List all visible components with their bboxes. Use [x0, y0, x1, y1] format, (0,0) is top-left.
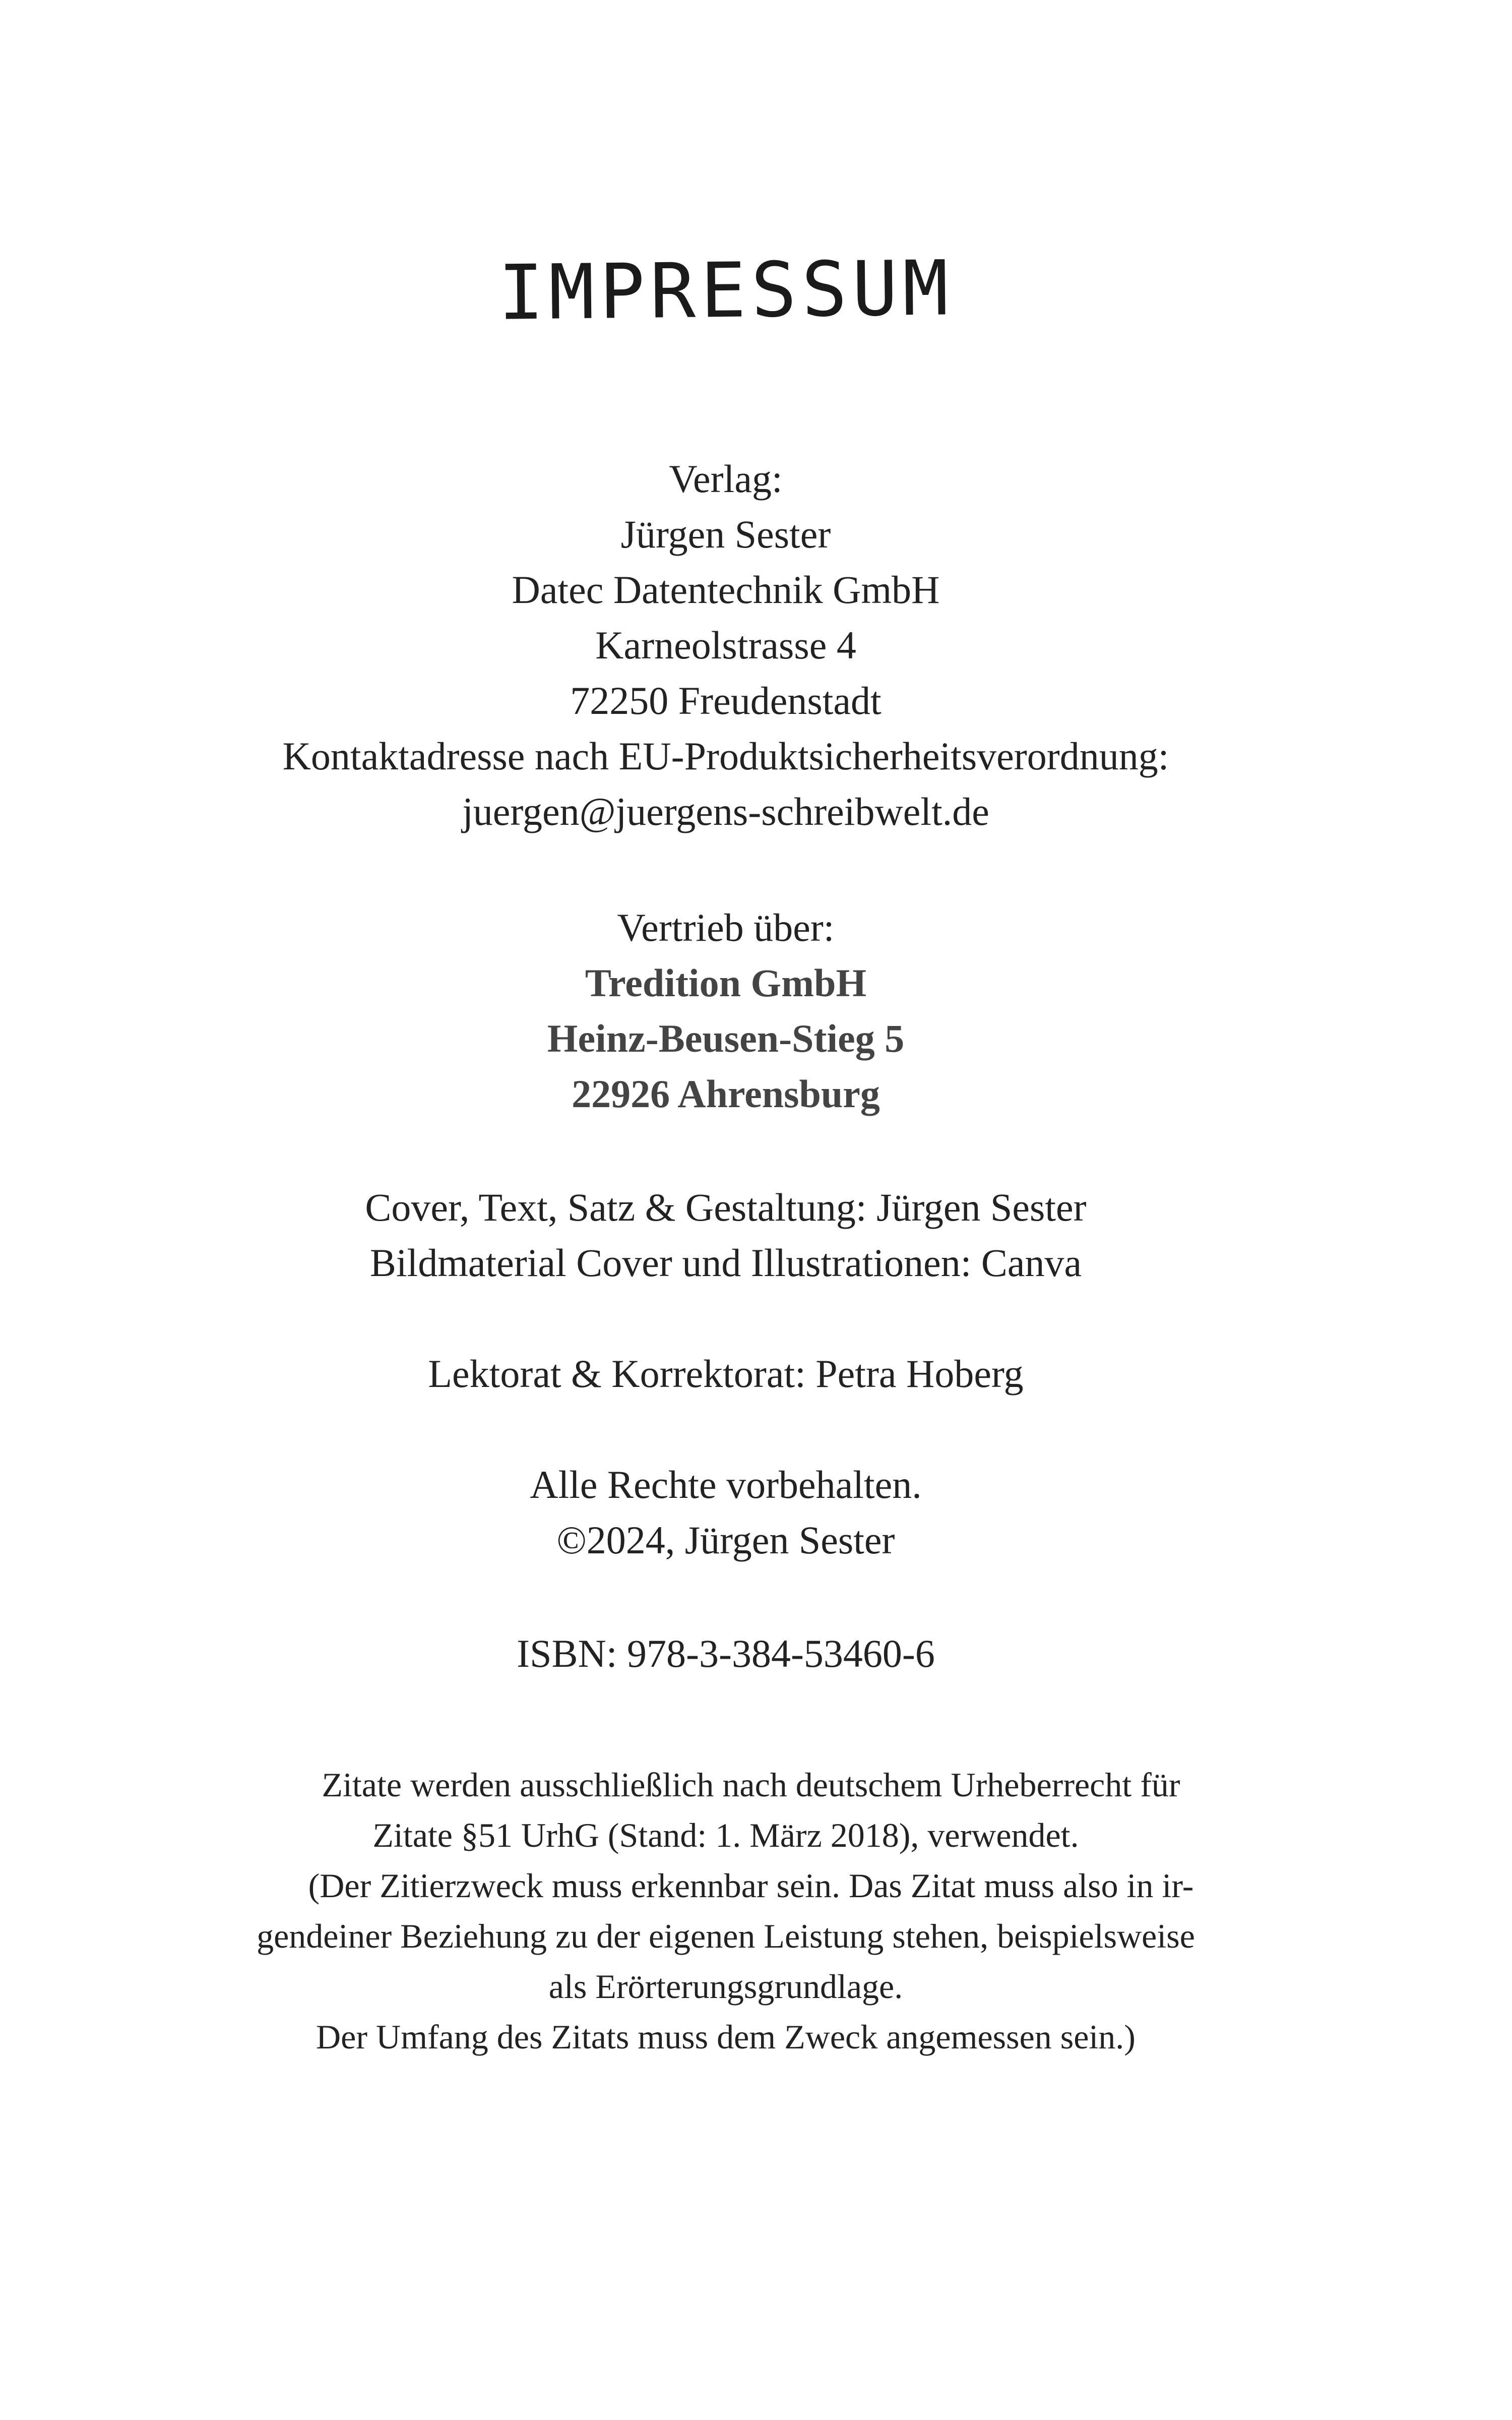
quotes-notice-line: Zitate werden ausschließlich nach deutschem Urheberrecht für [322, 1766, 1180, 1804]
quotes-notice-line: (Der Zitierzweck muss erkennbar sein. Das Zitat muss also in ir- [308, 1866, 1194, 1905]
copyright-line: ©2024, Jürgen Sester [556, 1518, 895, 1562]
isbn-line: ISBN: 978-3-384-53460-6 [517, 1631, 935, 1675]
publisher-company: Datec Datentechnik GmbH [512, 568, 940, 612]
page-title: IMPRESSUM [497, 245, 954, 337]
distribution-company: Tredition GmbH [585, 961, 867, 1005]
credits-design: Cover, Text, Satz & Gestaltung: Jürgen Sester [365, 1185, 1087, 1229]
quotes-notice-line: Zitate §51 UrhG (Stand: 1. März 2018), verwendet. [372, 1816, 1079, 1854]
quotes-notice-line: Der Umfang des Zitats muss dem Zweck angemessen sein.) [316, 2018, 1136, 2056]
publisher-city: 72250 Freudenstadt [570, 679, 881, 722]
quotes-notice-line: als Erörterungsgrundlage. [548, 1967, 903, 2006]
rights-reserved: Alle Rechte vorbehalten. [530, 1463, 922, 1506]
publisher-name: Jürgen Sester [620, 512, 831, 556]
publisher-street: Karneolstrasse 4 [595, 623, 856, 667]
distribution-heading: Vertrieb über: [617, 905, 835, 949]
distribution-city: 22926 Ahrensburg [572, 1072, 880, 1116]
contact-email: juergen@juergens-schreibwelt.de [462, 790, 989, 833]
quotes-notice-line: gendeiner Beziehung zu der eigenen Leistung stehen, beispielsweise [257, 1917, 1195, 1955]
contact-label: Kontaktadresse nach EU-Produktsicherheitsverordnung: [282, 734, 1169, 778]
credits-images: Bildmaterial Cover und Illustrationen: Canva [369, 1241, 1082, 1285]
credits-editing: Lektorat & Korrektorat: Petra Hoberg [428, 1352, 1024, 1396]
publisher-heading: Verlag: [669, 457, 783, 501]
distribution-street: Heinz-Beusen-Stieg 5 [547, 1016, 905, 1060]
